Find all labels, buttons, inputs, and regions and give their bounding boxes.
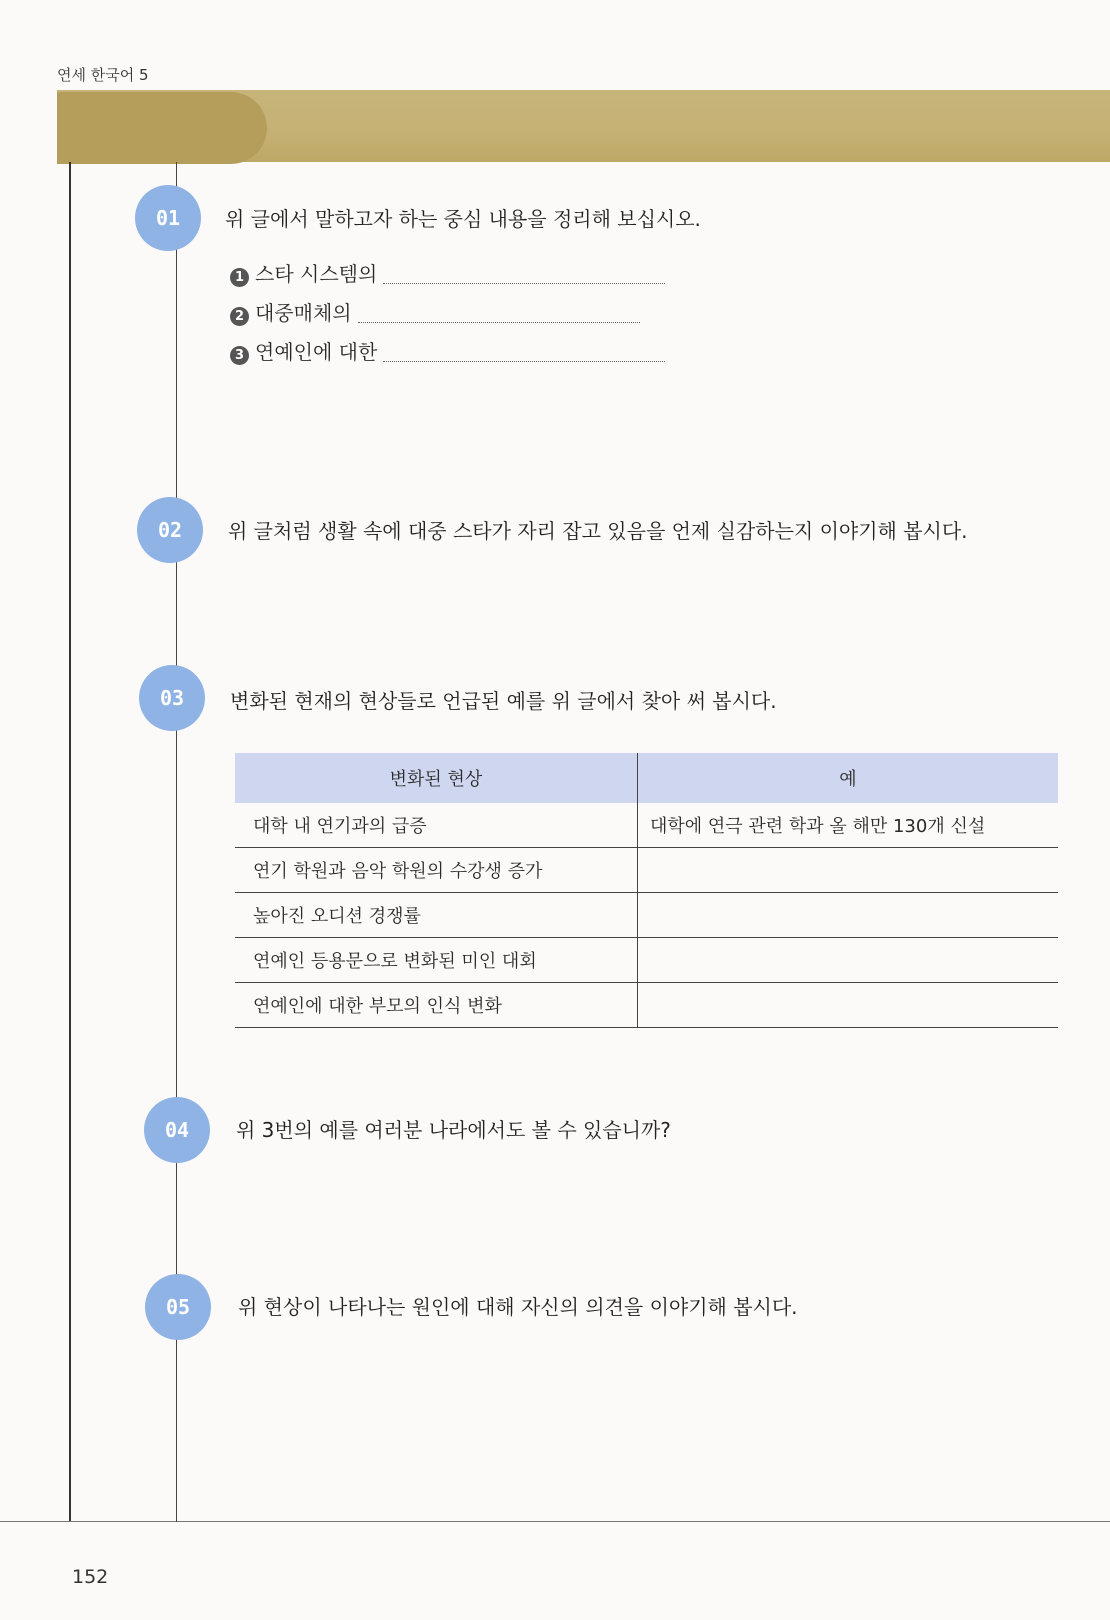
frame-bottom-rule [0,1521,1110,1522]
question-number-badge: 03 [139,665,205,731]
question-number-badge: 04 [144,1097,210,1163]
number-marker-icon: 3 [230,346,249,365]
fill-in-label: 연예인에 대한 [255,340,378,364]
example-cell: 대학에 연극 관련 학과 올 해만 130개 신설 [638,803,1059,848]
question-text: 변화된 현재의 현상들로 언급된 예를 위 글에서 찾아 써 봅시다. [230,689,777,713]
question-number-badge: 05 [145,1274,211,1340]
answer-blank[interactable] [383,360,665,362]
question-text: 위 현상이 나타나는 원인에 대해 자신의 의견을 이야기해 봅시다. [238,1295,798,1319]
table-header-example: 예 [638,753,1059,803]
fill-in-label: 대중매체의 [255,301,352,325]
example-cell[interactable] [638,983,1059,1028]
frame-left-rule [69,162,71,1522]
table-row [235,983,1058,1028]
page-number: 152 [72,1566,109,1588]
question-number-badge: 02 [137,497,203,563]
question-text: 위 3번의 예를 여러분 나라에서도 볼 수 있습니까? [236,1118,671,1142]
example-cell[interactable] [638,938,1059,983]
table-row [235,938,1058,983]
table-header-phenomenon: 변화된 현상 [235,753,638,803]
fill-in-label: 스타 시스템의 [255,262,378,286]
question-number-badge: 01 [135,185,201,251]
book-title: 연세 한국어 5 [57,66,149,84]
phenomenon-cell: 연예인에 대한 부모의 인식 변화 [235,983,638,1028]
question-text: 위 글처럼 생활 속에 대중 스타가 자리 잡고 있음을 언제 실감하는지 이야기해 봅시다. [228,519,968,543]
number-marker-icon: 2 [230,307,249,326]
fill-in-row [230,258,665,287]
header-tab [57,92,267,164]
phenomenon-cell: 높아진 오디션 경쟁률 [235,893,638,938]
phenomenon-cell: 대학 내 연기과의 급증 [235,803,638,848]
table-header-row [235,753,1058,803]
number-marker-icon: 1 [230,268,249,287]
phenomena-table [235,753,1058,1028]
example-cell[interactable] [638,848,1059,893]
table-row [235,803,1058,848]
answer-blank[interactable] [383,282,665,284]
fill-in-row [230,297,640,326]
answer-blank[interactable] [358,321,640,323]
example-cell[interactable] [638,893,1059,938]
phenomenon-cell: 연기 학원과 음악 학원의 수강생 증가 [235,848,638,893]
fill-in-row [230,336,665,365]
table-row [235,893,1058,938]
phenomenon-cell: 연예인 등용문으로 변화된 미인 대회 [235,938,638,983]
table-row [235,848,1058,893]
question-text: 위 글에서 말하고자 하는 중심 내용을 정리해 보십시오. [225,207,701,231]
